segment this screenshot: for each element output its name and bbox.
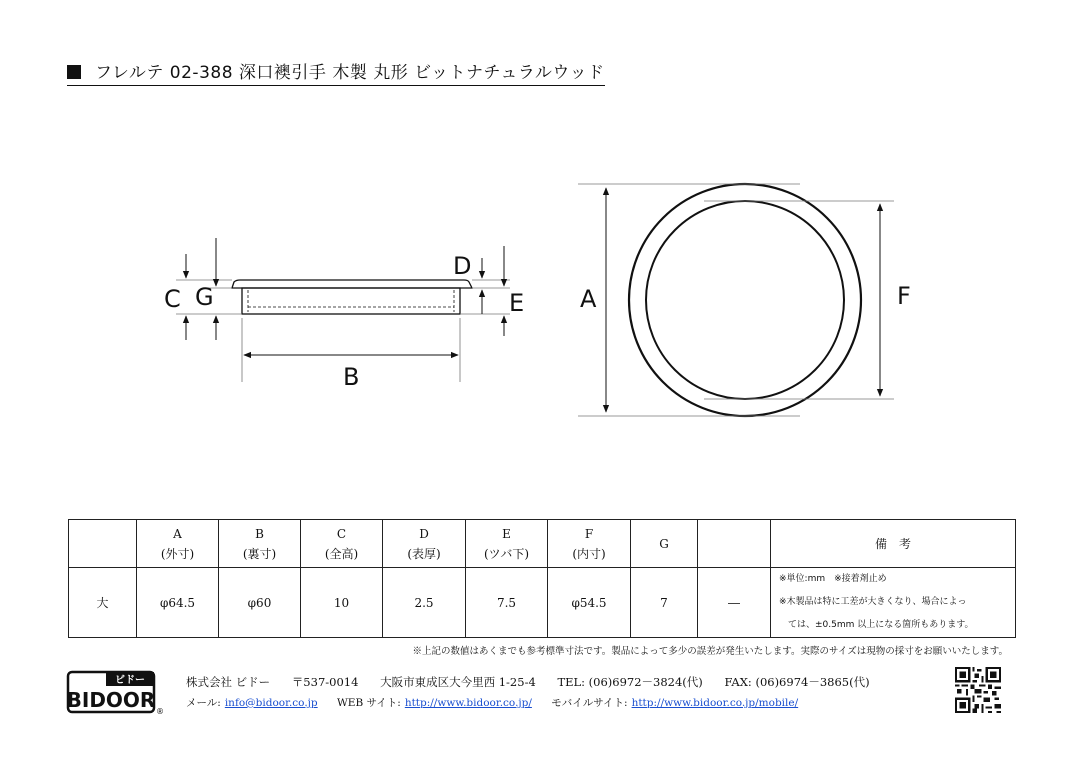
- side-profile: [232, 280, 472, 314]
- cell-f: φ54.5: [548, 568, 631, 638]
- note-line: ※単位:mm ※接着剤止め: [779, 574, 887, 584]
- cell-extra: ―: [698, 568, 771, 638]
- web-label: WEB サイト:: [336, 697, 401, 709]
- web-link[interactable]: http://www.bidoor.co.jp/: [404, 697, 532, 709]
- company-name: 株式会社 ビドー: [186, 675, 271, 689]
- svg-text:BIDOOR: BIDOOR: [66, 688, 156, 712]
- bidoor-logo: [66, 670, 166, 716]
- cell-b: φ60: [219, 568, 301, 638]
- body-outline: [242, 288, 460, 314]
- tel: TEL: (06)6972－3824(代): [557, 675, 703, 689]
- note-line: ※木製品は特に工差が大きくなり、場合によっ: [779, 597, 967, 607]
- postal-code: 〒537-0014: [291, 675, 359, 689]
- label-d: D: [453, 252, 472, 280]
- label-f: F: [897, 282, 911, 310]
- header-g: G: [631, 520, 698, 568]
- address: 大阪市東成区大今里西 1-25-4: [380, 675, 536, 689]
- top-view: [629, 184, 861, 416]
- cell-e: 7.5: [466, 568, 548, 638]
- svg-text:ビドー: ビドー: [115, 675, 145, 686]
- flange-outline: [232, 280, 472, 288]
- cell-d: 2.5: [383, 568, 466, 638]
- label-e: E: [509, 289, 525, 317]
- outer-ring: [629, 184, 861, 416]
- disclaimer: ※上記の数値はあくまでも参考標準寸法です。製品によって多少の誤差が発生いたします。実際のサイズは現物の採寸をお願いいたします。: [412, 646, 1008, 657]
- header-extra: [698, 520, 771, 568]
- header-blank: [69, 520, 137, 568]
- note-line: ては、±0.5mm 以上になる箇所もあります。: [779, 620, 974, 630]
- spec-table: [68, 519, 1016, 638]
- svg-text:®: ®: [156, 707, 164, 716]
- cell-size: 大: [69, 568, 137, 638]
- header-f: F (内寸): [548, 520, 631, 568]
- cell-remarks: [771, 568, 1016, 638]
- header-d: D (表厚): [383, 520, 466, 568]
- header-c: C (全高): [301, 520, 383, 568]
- page-title: フレルテ 02-388 深口襖引手 木製 丸形 ビットナチュラルウッド: [67, 58, 605, 86]
- fax: FAX: (06)6974－3865(代): [724, 675, 870, 689]
- mobile-label: モバイルサイト:: [551, 697, 628, 709]
- header-a: A (外寸): [137, 520, 219, 568]
- mail-link[interactable]: info@bidoor.co.jp: [224, 697, 318, 709]
- mobile-link[interactable]: http://www.bidoor.co.jp/mobile/: [631, 697, 799, 709]
- header-remarks: 備 考: [771, 520, 1016, 568]
- company-footer: [186, 674, 870, 710]
- label-b: B: [343, 363, 360, 391]
- header-b: B (裏寸): [219, 520, 301, 568]
- table-header-row: [69, 520, 1016, 568]
- label-g: G: [195, 283, 214, 311]
- mail-label: メール:: [186, 697, 221, 709]
- label-a: A: [580, 285, 597, 313]
- table-row: [69, 568, 1016, 638]
- inner-ring: [646, 201, 844, 399]
- cell-a: φ64.5: [137, 568, 219, 638]
- header-e: E (ツバ下): [466, 520, 548, 568]
- label-c: C: [164, 285, 181, 313]
- cell-c: 10: [301, 568, 383, 638]
- qr-code-icon: [955, 667, 1001, 713]
- cell-g: 7: [631, 568, 698, 638]
